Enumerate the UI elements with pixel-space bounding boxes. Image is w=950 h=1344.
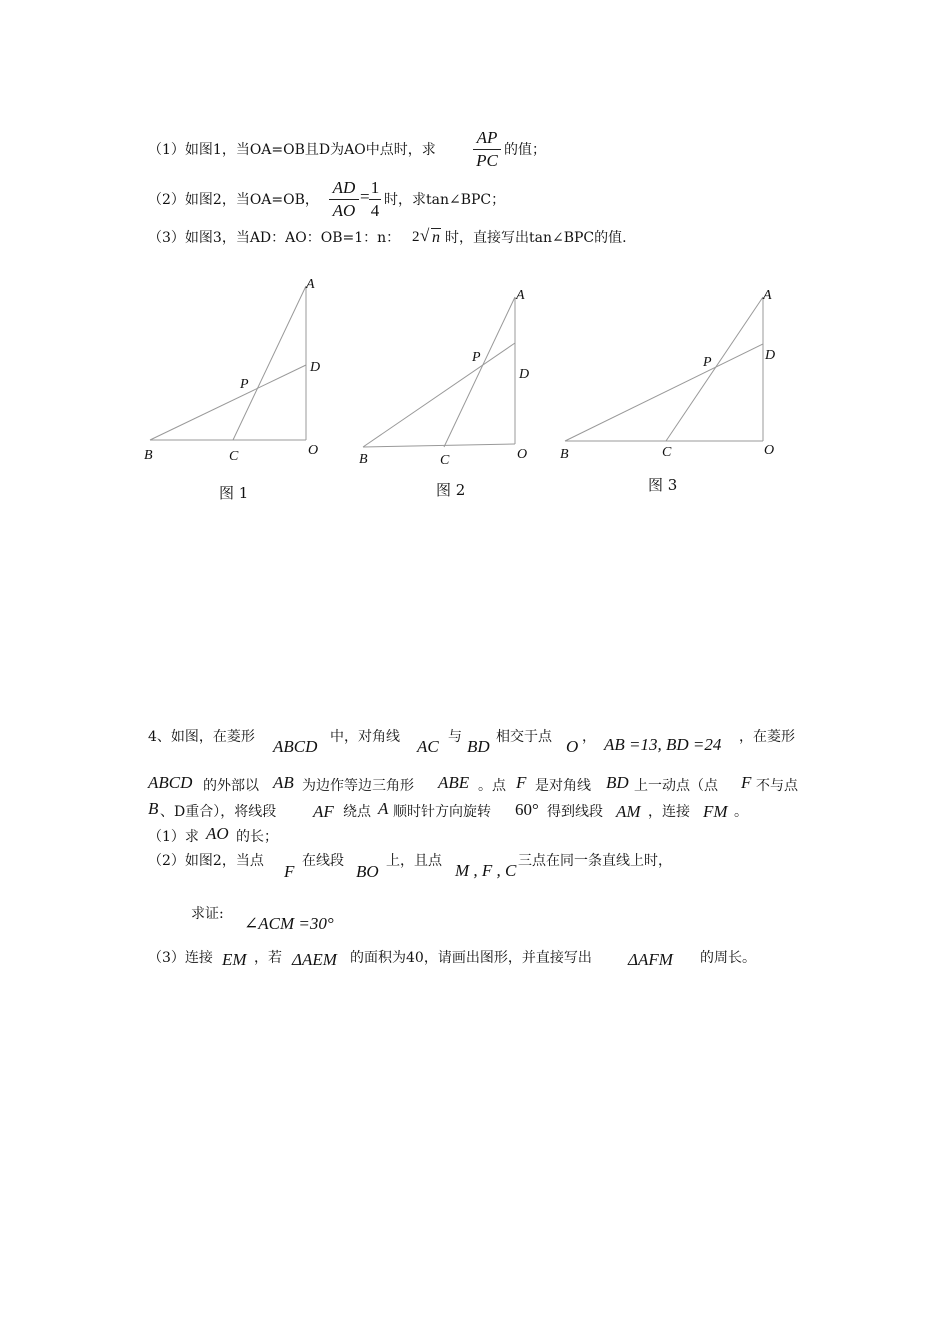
q3-text: （3）如图3，当AD：AO：OB=1：n： bbox=[148, 230, 401, 246]
q1-frac-den: PC bbox=[476, 151, 498, 170]
p4-l2-f: F bbox=[516, 773, 527, 792]
p4-q2-mfc: M , F , C bbox=[455, 861, 517, 880]
p4-l1-a: 4、如图，在菱形 bbox=[148, 729, 255, 745]
p4-l2-d: 是对角线 bbox=[535, 778, 591, 794]
p4-q2-d: 三点在同一条直线上时， bbox=[518, 853, 672, 869]
p4-l2-bd: BD bbox=[606, 773, 629, 792]
p4-l1-f: ，在菱形 bbox=[739, 729, 795, 745]
p4-l3-A: A bbox=[378, 799, 389, 818]
p4-l1-d: 相交于点 bbox=[496, 729, 552, 745]
p4-l3-60: 60° bbox=[515, 800, 539, 819]
p4-l1-b: 中，对角线 bbox=[330, 729, 400, 745]
fig3-label-d: D bbox=[765, 348, 776, 363]
p4-l2-c: 。点 bbox=[478, 778, 506, 794]
p4-q1-a: （1）求 bbox=[148, 829, 199, 845]
figures-svg bbox=[0, 0, 950, 520]
radical-icon: √ bbox=[420, 226, 430, 245]
p4-l1-bd: BD bbox=[467, 737, 490, 756]
fig1-label-d: D bbox=[310, 360, 321, 375]
p4-l3-e: 得到线段 bbox=[547, 804, 603, 820]
figure-2-lines bbox=[363, 297, 515, 447]
fig2-label-b: B bbox=[359, 452, 368, 467]
p4-l1-c: 与 bbox=[448, 729, 462, 745]
fig3-label-a: A bbox=[763, 288, 772, 303]
fig3-label-c: C bbox=[662, 445, 672, 460]
p4-q3-a: （3）连接 bbox=[148, 950, 213, 966]
q3-sqrt-coef: 2 bbox=[412, 229, 420, 245]
p4-q2-bo: BO bbox=[356, 862, 379, 881]
fig2-label-d: D bbox=[519, 367, 530, 382]
p4-q2-a: （2）如图2，当点 bbox=[148, 853, 264, 869]
fig2-label-o: O bbox=[517, 447, 528, 462]
proof-label: 求证: bbox=[191, 906, 224, 922]
p4-l3-am: AM bbox=[616, 802, 641, 821]
figure-2-caption: 图 2 bbox=[436, 481, 466, 499]
p4-l1-abcd: ABCD bbox=[273, 737, 318, 756]
fig1-label-b: B bbox=[144, 448, 153, 463]
p4-l2-ab: AB bbox=[273, 773, 294, 792]
p4-q3-afm: ΔAFM bbox=[628, 950, 673, 969]
fig3-label-o: O bbox=[764, 443, 775, 458]
q2-suffix: 时，求tan∠BPC； bbox=[384, 192, 506, 208]
q1-text: （1）如图1，当OA=OB且D为AO中点时，求 bbox=[148, 142, 436, 158]
p4-l2-e: 上一动点（点 bbox=[634, 778, 718, 794]
p4-q3-c: 的面积为40，请画出图形，并直接写出 bbox=[350, 950, 592, 966]
p4-l2-b: 为边作等边三角形 bbox=[302, 778, 414, 794]
p4-l2-f2: F bbox=[741, 773, 752, 792]
p4-q1-ao: AO bbox=[206, 824, 229, 843]
p4-l3-g: 。 bbox=[734, 804, 748, 820]
q2-text: （2）如图2，当OA=OB， bbox=[148, 192, 319, 208]
fig2-label-a: A bbox=[516, 288, 525, 303]
p4-l2-a: 的外部以 bbox=[203, 778, 259, 794]
q2-frac2-den: 4 bbox=[370, 201, 380, 220]
fig3-label-b: B bbox=[560, 447, 569, 462]
p4-q3-b: ，若 bbox=[254, 950, 282, 966]
q3-sqrt-arg: n bbox=[432, 229, 440, 246]
q2-frac1-num: AD bbox=[332, 178, 356, 197]
fig2-label-p: P bbox=[472, 350, 481, 365]
proof-expression: ∠ACM =30° bbox=[244, 914, 334, 933]
p4-l1-o: O bbox=[566, 737, 579, 756]
p4-l3-af: AF bbox=[313, 802, 334, 821]
fig1-label-o: O bbox=[308, 443, 319, 458]
fig3-label-p: P bbox=[703, 355, 712, 370]
p4-l3-c: 绕点 bbox=[343, 804, 371, 820]
q2-frac1-den: AO bbox=[332, 201, 356, 220]
p4-l2-g: 不与点 bbox=[756, 778, 798, 794]
p4-q2-b: 在线段 bbox=[302, 853, 344, 869]
fig1-label-c: C bbox=[229, 449, 239, 464]
p4-l1-e: ， bbox=[582, 729, 596, 745]
p4-l2-abe: ABE bbox=[438, 773, 470, 792]
figure-3-caption: 图 3 bbox=[648, 476, 678, 494]
p4-l3-fm: FM bbox=[703, 802, 728, 821]
figure-3-lines bbox=[565, 297, 763, 441]
figure-1-caption: 图 1 bbox=[219, 484, 249, 502]
p4-l3-d: 顺时针方向旋转 bbox=[393, 804, 491, 820]
q2-equals: = bbox=[360, 187, 370, 206]
p4-q2-c: 上，且点 bbox=[386, 853, 442, 869]
p4-q3-em: EM bbox=[222, 950, 247, 969]
p4-l1-ac: AC bbox=[417, 737, 439, 756]
p4-q3-d: 的周长。 bbox=[700, 950, 756, 966]
p4-q3-aem: ΔAEM bbox=[292, 950, 337, 969]
p4-l2-abcd: ABCD bbox=[148, 773, 193, 792]
p4-q1-b: 的长； bbox=[236, 829, 278, 845]
p4-q2-f: F bbox=[284, 862, 295, 881]
q3-suffix: 时，直接写出tan∠BPC的值. bbox=[445, 230, 627, 246]
fig1-label-a: A bbox=[306, 277, 315, 292]
p4-l3-b: B bbox=[148, 799, 159, 818]
fig1-label-p: P bbox=[240, 377, 249, 392]
q1-frac-num: AP bbox=[476, 128, 498, 147]
q1-suffix: 的值； bbox=[504, 142, 546, 158]
p4-l3-a: 、D重合），将线段 bbox=[160, 804, 277, 820]
p4-l1-given: AB =13, BD =24 bbox=[604, 735, 722, 754]
p4-l3-f: ，连接 bbox=[648, 804, 690, 820]
q2-frac2-num: 1 bbox=[370, 178, 380, 197]
fig2-label-c: C bbox=[440, 453, 450, 468]
figure-1-lines bbox=[150, 286, 306, 440]
